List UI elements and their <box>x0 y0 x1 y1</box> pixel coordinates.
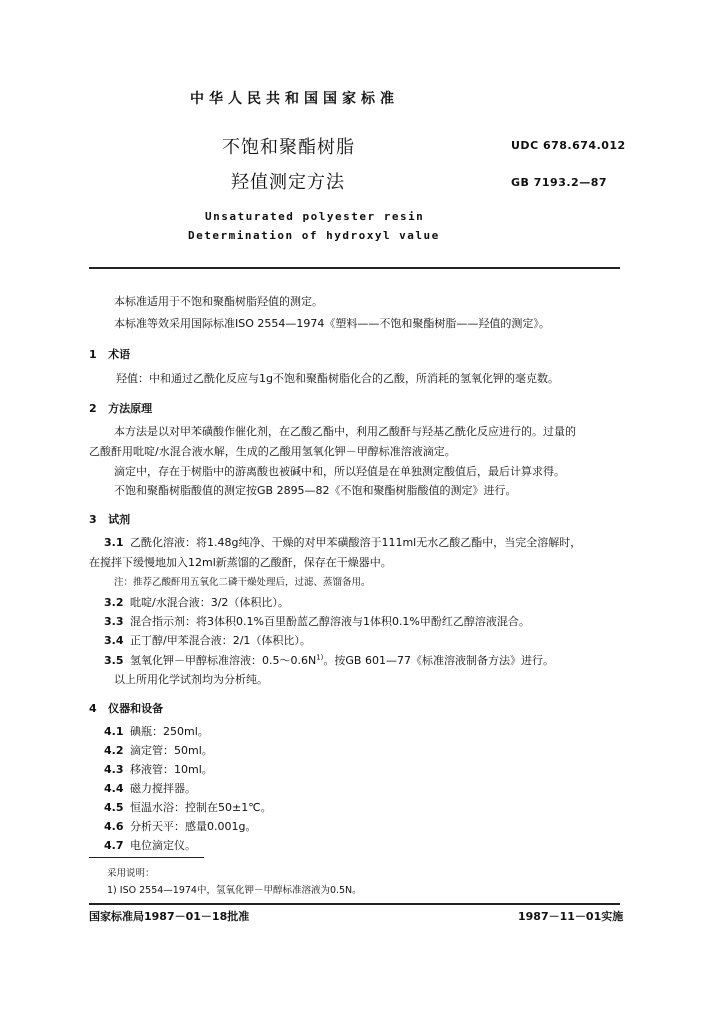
national-standard-heading: 中华人民共和国国家标准 <box>190 91 399 107</box>
footnote-text: 1) ISO 2554—1974中，氢氧化钾－甲醇标准溶液为0.5N。 <box>107 885 362 896</box>
section-number: 2 <box>89 402 97 415</box>
section-4-heading <box>89 700 163 716</box>
approval-date: 国家标准局1987－01－18批准 <box>89 910 250 923</box>
section-number: 3 <box>89 513 97 526</box>
item-number: 4.1 <box>104 725 124 738</box>
reagent-3-5 <box>104 652 554 668</box>
item-text: 碘瓶：250ml。 <box>130 725 209 738</box>
title-cn-line2: 羟值测定方法 <box>231 172 345 193</box>
reagent-note: 注：推荐乙酸酐用五氧化二磷干燥处理后，过滤、蒸馏备用。 <box>114 577 371 588</box>
item-text: 分析天平：感量0.001g。 <box>130 820 257 833</box>
footnote-label: 采用说明： <box>107 868 155 879</box>
udc-code: UDC 678.674.012 <box>511 139 626 152</box>
reagent-3-4 <box>104 632 311 648</box>
footnote-ref: 1) <box>316 653 324 662</box>
item-text: 恒温水浴：控制在50±1℃。 <box>130 801 272 814</box>
section-title: 方法原理 <box>108 402 153 415</box>
item-text: 吡啶/水混合液：3/2（体积比）。 <box>130 596 289 609</box>
footnote-rule <box>89 857 204 858</box>
item-text: 氢氧化钾－甲醇标准溶液：0.5～0.6N <box>130 654 317 667</box>
section-3-heading <box>89 511 130 527</box>
section-1-heading <box>89 346 130 362</box>
section-title: 术语 <box>108 348 131 361</box>
apparatus-item <box>104 761 213 777</box>
intro-equivalence: 本标准等效采用国际标准ISO 2554—1974《塑料——不饱和聚酯树脂——羟值的测定》。 <box>114 317 550 330</box>
item-text: 乙酰化溶液：将1.48g纯净、干燥的对甲苯磺酸溶于111ml无水乙酸乙酯中，当完全溶解时， <box>130 536 582 549</box>
apparatus-item <box>104 799 272 815</box>
principle-para-2: 滴定中，存在于树脂中的游离酸也被碱中和，所以羟值是在单独测定酸值后，最后计算求得。 <box>114 465 565 478</box>
apparatus-item <box>104 723 209 739</box>
item-number: 4.5 <box>104 801 124 814</box>
section-2-heading <box>89 400 152 416</box>
apparatus-item <box>104 780 196 796</box>
item-number: 3.5 <box>104 654 124 667</box>
section-title: 试剂 <box>108 513 131 526</box>
intro-scope: 本标准适用于不饱和聚酯树脂羟值的测定。 <box>114 295 323 308</box>
item-number: 4.7 <box>104 839 124 852</box>
definition-hydroxyl-value: 羟值：中和通过乙酰化反应与1g不饱和聚酯树脂化合的乙酸，所消耗的氢氧化钾的毫克数。 <box>116 372 559 385</box>
item-text: 移液管：10ml。 <box>130 763 213 776</box>
item-number: 4.2 <box>104 744 124 757</box>
item-number: 3.2 <box>104 596 124 609</box>
gb-code: GB 7193.2—87 <box>511 176 607 189</box>
item-text: 磁力搅拌器。 <box>130 782 196 795</box>
principle-para-1b: 乙酸酐用吡啶/水混合液水解，生成的乙酸用氢氧化钾－甲醇标准溶液滴定。 <box>89 445 456 458</box>
section-title: 仪器和设备 <box>108 702 164 715</box>
item-number: 4.4 <box>104 782 124 795</box>
apparatus-item <box>104 742 213 758</box>
title-en-line2: Determination of hydroxyl value <box>188 229 440 242</box>
item-text: 滴定管：50ml。 <box>130 744 213 757</box>
item-text-cont: 。按GB 601—77《标准溶液制备方法》进行。 <box>323 654 554 667</box>
principle-para-1a: 本方法是以对甲苯磺酸作催化剂，在乙酸乙酯中，利用乙酸酐与羟基乙酰化反应进行的。过量的 <box>114 425 576 438</box>
principle-para-3: 不饱和聚酯树脂酸值的测定按GB 2895—82《不饱和聚酯树脂酸值的测定》进行。 <box>114 484 517 497</box>
item-text: 正丁醇/甲苯混合液：2/1（体积比）。 <box>130 634 311 647</box>
item-number: 4.3 <box>104 763 124 776</box>
reagent-purity-note: 以上所用化学试剂均为分析纯。 <box>114 673 268 686</box>
footer-rule <box>89 903 620 905</box>
item-text: 混合指示剂：将3体积0.1%百里酚蓝乙醇溶液与1体积0.1%甲酚红乙醇溶液混合。 <box>130 615 530 628</box>
apparatus-item <box>104 818 256 834</box>
reagent-3-3 <box>104 613 530 629</box>
item-number: 3.1 <box>104 536 124 549</box>
effective-date: 1987－11－01实施 <box>518 910 624 923</box>
section-number: 1 <box>89 348 97 361</box>
reagent-3-2 <box>104 594 289 610</box>
title-cn-line1: 不饱和聚酯树脂 <box>222 137 355 158</box>
section-number: 4 <box>89 702 97 715</box>
item-number: 3.4 <box>104 634 124 647</box>
item-text: 电位滴定仪。 <box>130 839 196 852</box>
header-rule <box>89 267 620 269</box>
item-number: 3.3 <box>104 615 124 628</box>
title-en-line1: Unsaturated polyester resin <box>205 210 425 223</box>
apparatus-item <box>104 837 196 853</box>
item-number: 4.6 <box>104 820 124 833</box>
reagent-3-1-cont: 在搅拌下缓慢地加入12ml新蒸馏的乙酸酐，保存在干燥器中。 <box>89 556 392 569</box>
reagent-3-1 <box>104 534 581 550</box>
